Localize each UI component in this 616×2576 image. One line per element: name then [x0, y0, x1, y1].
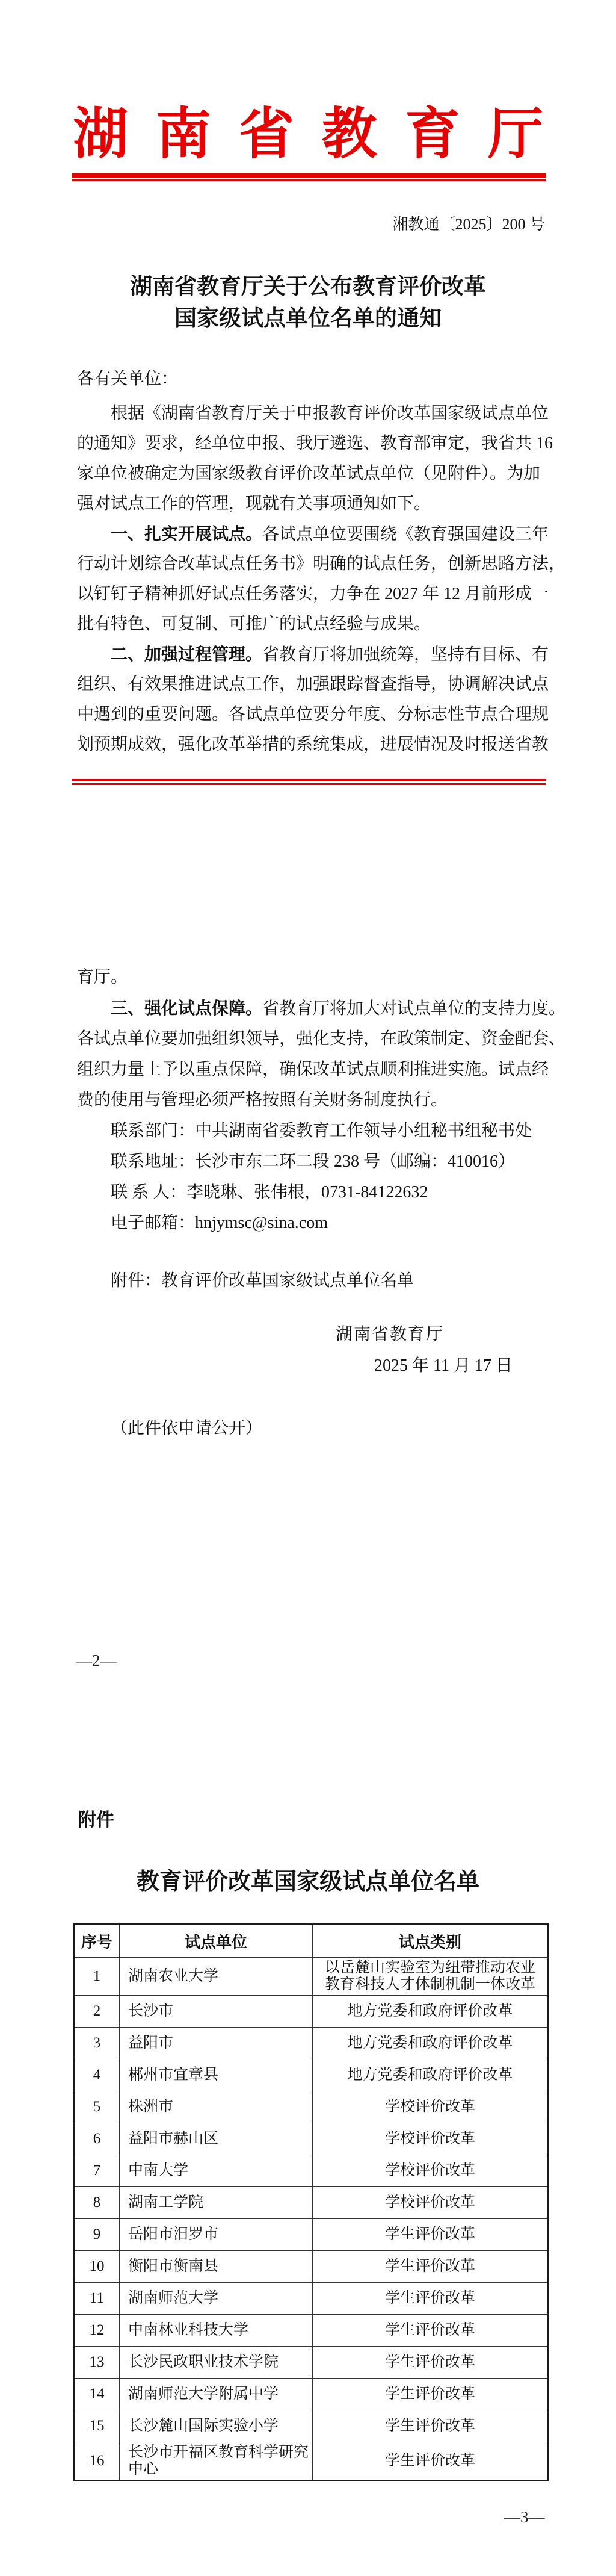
table-row — [74, 2091, 549, 2123]
cell-category: 学生评价改革 — [313, 2315, 549, 2347]
page1-bottom-red-rule — [72, 779, 546, 785]
cell-category: 学生评价改革 — [313, 2410, 549, 2442]
section-heading: 二、加强过程管理。 — [111, 645, 263, 663]
table-row — [74, 2410, 549, 2442]
body-text-line: 的通知》要求，经单位申报、我厅遴选、教育部审定，我省共 16 — [77, 434, 553, 453]
table-row — [74, 1958, 549, 1996]
cell-unit: 湖南师范大学附属中学 — [120, 2379, 313, 2410]
section-heading: 三、强化试点保障。 — [111, 999, 263, 1017]
cell-category: 学校评价改革 — [313, 2187, 549, 2219]
body-text-line: 一、扎实开展试点。各试点单位要围绕《教育强国建设三年 — [111, 524, 549, 544]
cell-unit: 湖南农业大学 — [120, 1958, 313, 1996]
cell-unit: 长沙市开福区教育科学研究中心 — [120, 2442, 313, 2481]
table-row — [74, 2379, 549, 2410]
cell-unit: 郴州市宜章县 — [120, 2059, 313, 2091]
doc-title — [0, 271, 616, 335]
cell-category: 地方党委和政府评价改革 — [313, 2059, 549, 2091]
body-text-line: 组织、有效果推进试点工作，加强跟踪督查指导，协调解决试点 — [77, 675, 549, 694]
attachment-title: 教育评价改革国家级试点单位名单 — [136, 1869, 479, 1895]
table-header-cell: 试点类别 — [313, 1924, 549, 1958]
table-row — [74, 2283, 549, 2315]
cell-category: 学生评价改革 — [313, 2347, 549, 2379]
body-text-line: 各试点单位要加强组织领导，强化支持，在政策制定、资金配套、 — [77, 1029, 566, 1048]
cell-category: 学生评价改革 — [313, 2219, 549, 2251]
body-text-line: 行动计划综合改革试点任务书》明确的试点任务，创新思路方法， — [77, 554, 566, 573]
cell-no: 1 — [74, 1958, 120, 1996]
contact-line: 联系地址：长沙市东二环二段 238 号（邮编：410016） — [111, 1152, 516, 1171]
body-text-line: 根据《湖南省教育厅关于申报教育评价改革国家级试点单位 — [111, 404, 549, 423]
cell-unit: 湖南师范大学 — [120, 2283, 313, 2315]
signature-agency: 湖南省教育厅 — [336, 1325, 445, 1344]
body-text-line: 划预期成效，强化改革举措的系统集成，进展情况及时报送省教 — [77, 735, 549, 754]
letterhead-red-rule — [72, 173, 546, 181]
contact-line: 联 系 人：李晓琳、张伟根，0731-84122632 — [111, 1183, 428, 1202]
table-header-row — [74, 1924, 549, 1958]
cell-unit: 中南大学 — [120, 2155, 313, 2187]
cell-no: 9 — [74, 2219, 120, 2251]
cell-no: 11 — [74, 2283, 120, 2315]
table-row — [74, 2219, 549, 2251]
attachment-label: 附件 — [78, 1810, 114, 1830]
cell-category: 学生评价改革 — [313, 2379, 549, 2410]
cell-category: 地方党委和政府评价改革 — [313, 2028, 549, 2059]
table-row — [74, 2347, 549, 2379]
cell-category: 学校评价改革 — [313, 2123, 549, 2155]
pilot-units-table — [73, 1923, 549, 2481]
cell-category: 学生评价改革 — [313, 2283, 549, 2315]
table-row — [74, 2315, 549, 2347]
table-row — [74, 1996, 549, 2028]
table-header-cell: 试点单位 — [120, 1924, 313, 1958]
cell-no: 8 — [74, 2187, 120, 2219]
page-3-marker: —3— — [504, 2508, 545, 2526]
contact-line: 电子邮箱：hnjymsc@sina.com — [111, 1214, 328, 1232]
body-text-line: 强对试点工作的管理，现就有关事项通知如下。 — [77, 494, 431, 513]
body-text-line: 以钉钉子精神抓好试点任务落实，力争在 2027 年 12 月前形成一 — [77, 585, 549, 603]
table-row — [74, 2187, 549, 2219]
table-row — [74, 2059, 549, 2091]
cell-category: 学校评价改革 — [313, 2155, 549, 2187]
cell-no: 10 — [74, 2251, 120, 2283]
body-page-2 — [77, 962, 566, 1296]
cell-unit: 岳阳市汨罗市 — [120, 2219, 313, 2251]
contact-line: 联系部门：中共湖南省委教育工作领导小组秘书组秘书处 — [111, 1122, 532, 1140]
cell-unit: 长沙麓山国际实验小学 — [120, 2410, 313, 2442]
cell-no: 15 — [74, 2410, 120, 2442]
page-2-marker: —2— — [76, 1651, 117, 1669]
body-text-line: 三、强化试点保障。省教育厅将加大对试点单位的支持力度。 — [111, 999, 566, 1018]
cell-no: 4 — [74, 2059, 120, 2091]
cell-unit: 湖南工学院 — [120, 2187, 313, 2219]
cell-no: 14 — [74, 2379, 120, 2410]
attachment-note: 附件：教育评价改革国家级试点单位名单 — [111, 1271, 414, 1290]
cell-no: 5 — [74, 2091, 120, 2123]
doc-number: 湘教通〔2025〕200 号 — [392, 216, 545, 233]
cell-unit: 益阳市 — [120, 2028, 313, 2059]
table-row — [74, 2155, 549, 2187]
cell-category: 学生评价改革 — [313, 2251, 549, 2283]
cell-no: 7 — [74, 2155, 120, 2187]
cell-unit: 长沙民政职业技术学院 — [120, 2347, 313, 2379]
signature-date: 2025 年 11 月 17 日 — [374, 1356, 513, 1375]
cell-no: 13 — [74, 2347, 120, 2379]
cell-category: 以岳麓山实验室为纽带推动农业教育科技人才体制机制一体改革 — [313, 1958, 549, 1996]
cell-unit: 长沙市 — [120, 1996, 313, 2028]
cell-unit: 中南林业科技大学 — [120, 2315, 313, 2347]
letterhead-agency-title: 湖南省教育厅 — [72, 104, 571, 165]
body-text-line: 组织力量上予以重点保障，确保改革试点顺利推进实施。试点经 — [77, 1060, 549, 1079]
disclosure-note: （此件依申请公开） — [111, 1419, 263, 1438]
body-text-line: 二、加强过程管理。省教育厅将加强统筹，坚持有目标、有 — [111, 645, 549, 664]
cell-category: 地方党委和政府评价改革 — [313, 1996, 549, 2028]
table-row — [74, 2251, 549, 2283]
section-heading: 一、扎实开展试点。 — [111, 524, 263, 543]
table-row — [74, 2123, 549, 2155]
cell-no: 12 — [74, 2315, 120, 2347]
doc-title-line-1: 湖南省教育厅关于公布教育评价改革 — [130, 275, 486, 299]
table-row — [74, 2442, 549, 2481]
cell-no: 3 — [74, 2028, 120, 2059]
table-row — [74, 2028, 549, 2059]
salutation: 各有关单位： — [77, 370, 179, 388]
body-text-line: 费的使用与管理必须严格按照有关财务制度执行。 — [77, 1091, 448, 1110]
body-text-line: 中遇到的重要问题。各试点单位要分年度、分标志性节点合理规 — [77, 705, 549, 724]
cell-category: 学校评价改革 — [313, 2091, 549, 2123]
doc-title-line-2: 国家级试点单位名单的通知 — [174, 306, 442, 331]
cell-no: 16 — [74, 2442, 120, 2481]
cell-no: 2 — [74, 1996, 120, 2028]
cell-unit: 株洲市 — [120, 2091, 313, 2123]
cell-unit: 衡阳市衡南县 — [120, 2251, 313, 2283]
cell-category: 学生评价改革 — [313, 2442, 549, 2481]
body-text-line: 育厅。 — [77, 968, 128, 987]
cell-no: 6 — [74, 2123, 120, 2155]
body-text-line: 家单位被确定为国家级教育评价改革试点单位（见附件）。为加 — [77, 464, 541, 483]
body-page-1 — [77, 399, 566, 760]
table-header-cell: 序号 — [74, 1924, 120, 1958]
cell-unit: 益阳市赫山区 — [120, 2123, 313, 2155]
body-text-line: 批有特色、可复制、可推广的试点经验与成果。 — [77, 615, 431, 633]
